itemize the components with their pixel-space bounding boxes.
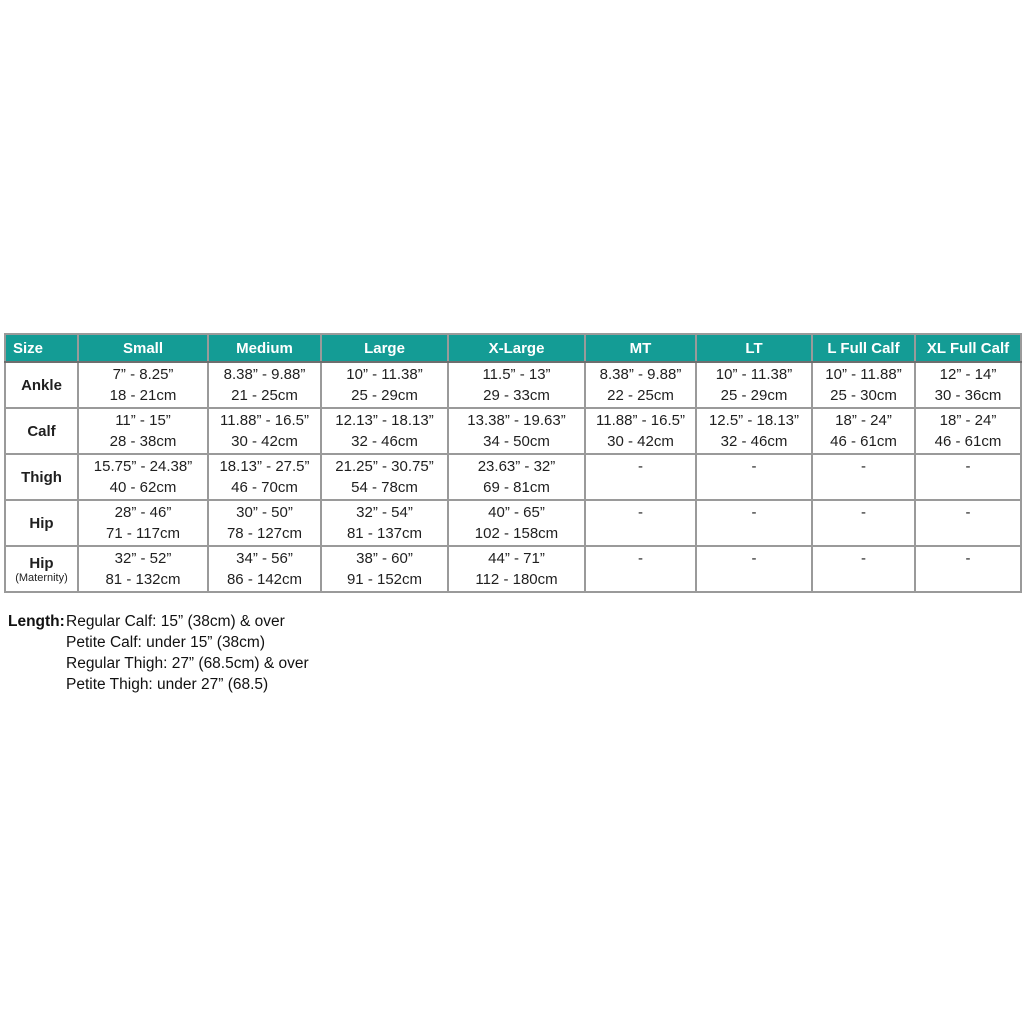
length-line-regular-thigh: Regular Thigh: 27” (68.5cm) & over (66, 655, 309, 672)
cell: 12.5” - 18.13” 32 - 46cm (696, 408, 812, 454)
cell: 32” - 54” 81 - 137cm (321, 500, 448, 546)
cell: 18” - 24” 46 - 61cm (915, 408, 1021, 454)
col-header-large: Large (321, 334, 448, 362)
table-row-hip-maternity (5, 546, 1021, 592)
cell: - (812, 454, 915, 500)
cell: 8.38” - 9.88” 22 - 25cm (585, 362, 696, 408)
length-line-petite-calf: Petite Calf: under 15” (38cm) (66, 634, 266, 651)
table-row-calf (5, 408, 1021, 454)
cell: 40” - 65” 102 - 158cm (448, 500, 585, 546)
cell: - (915, 546, 1021, 592)
cell: 12” - 14” 30 - 36cm (915, 362, 1021, 408)
row-label-text: Thigh (21, 468, 62, 486)
cell: 11.88” - 16.5” 30 - 42cm (208, 408, 321, 454)
length-line-regular-calf: Regular Calf: 15” (38cm) & over (66, 613, 285, 630)
col-header-size: Size (5, 334, 78, 362)
cell: 11.5” - 13” 29 - 33cm (448, 362, 585, 408)
cell: - (585, 546, 696, 592)
size-chart-table (4, 333, 1022, 593)
cell: - (812, 500, 915, 546)
cell: 12.13” - 18.13” 32 - 46cm (321, 408, 448, 454)
cell: 11.88” - 16.5” 30 - 42cm (585, 408, 696, 454)
row-label-text: Calf (27, 422, 56, 440)
cell: - (585, 454, 696, 500)
row-label-text: Hip (29, 554, 54, 572)
col-header-small: Small (78, 334, 208, 362)
cell: - (696, 500, 812, 546)
cell: 28” - 46” 71 - 117cm (78, 500, 208, 546)
cell: 8.38” - 9.88” 21 - 25cm (208, 362, 321, 408)
row-label-text: Ankle (21, 376, 62, 394)
col-header-x-large: X-Large (448, 334, 585, 362)
cell: 10” - 11.88” 25 - 30cm (812, 362, 915, 408)
cell: 10” - 11.38” 25 - 29cm (321, 362, 448, 408)
cell: - (812, 546, 915, 592)
header-row (5, 334, 1021, 362)
cell: 10” - 11.38” 25 - 29cm (696, 362, 812, 408)
row-label-thigh (5, 454, 78, 500)
col-header-xl-full-calf: XL Full Calf (915, 334, 1021, 362)
row-label-hip-maternity (5, 546, 78, 592)
col-header-mt: MT (585, 334, 696, 362)
row-label-text: Hip (29, 514, 54, 532)
cell: - (915, 500, 1021, 546)
table-row-ankle (5, 362, 1021, 408)
cell: 38” - 60” 91 - 152cm (321, 546, 448, 592)
cell: - (915, 454, 1021, 500)
cell: 18” - 24” 46 - 61cm (812, 408, 915, 454)
length-note (8, 611, 309, 695)
cell: 23.63” - 32” 69 - 81cm (448, 454, 585, 500)
col-header-medium: Medium (208, 334, 321, 362)
row-label-hip (5, 500, 78, 546)
table-row-thigh (5, 454, 1021, 500)
cell: - (696, 454, 812, 500)
cell: - (696, 546, 812, 592)
length-lines (66, 611, 309, 695)
row-label-calf (5, 408, 78, 454)
cell: 11” - 15” 28 - 38cm (78, 408, 208, 454)
cell: 21.25” - 30.75” 54 - 78cm (321, 454, 448, 500)
cell: 18.13” - 27.5” 46 - 70cm (208, 454, 321, 500)
cell: 15.75” - 24.38” 40 - 62cm (78, 454, 208, 500)
cell: 44” - 71” 112 - 180cm (448, 546, 585, 592)
cell: 34” - 56” 86 - 142cm (208, 546, 321, 592)
length-label: Length: (8, 613, 65, 630)
cell: 30” - 50” 78 - 127cm (208, 500, 321, 546)
length-line-petite-thigh: Petite Thigh: under 27” (68.5) (66, 676, 269, 693)
col-header-lt: LT (696, 334, 812, 362)
table-row-hip (5, 500, 1021, 546)
cell: 7” - 8.25” 18 - 21cm (78, 362, 208, 408)
cell: 32” - 52” 81 - 132cm (78, 546, 208, 592)
cell: 13.38” - 19.63” 34 - 50cm (448, 408, 585, 454)
row-sublabel-text: (Maternity) (15, 571, 68, 584)
cell: - (585, 500, 696, 546)
row-label-ankle (5, 362, 78, 408)
col-header-l-full-calf: L Full Calf (812, 334, 915, 362)
